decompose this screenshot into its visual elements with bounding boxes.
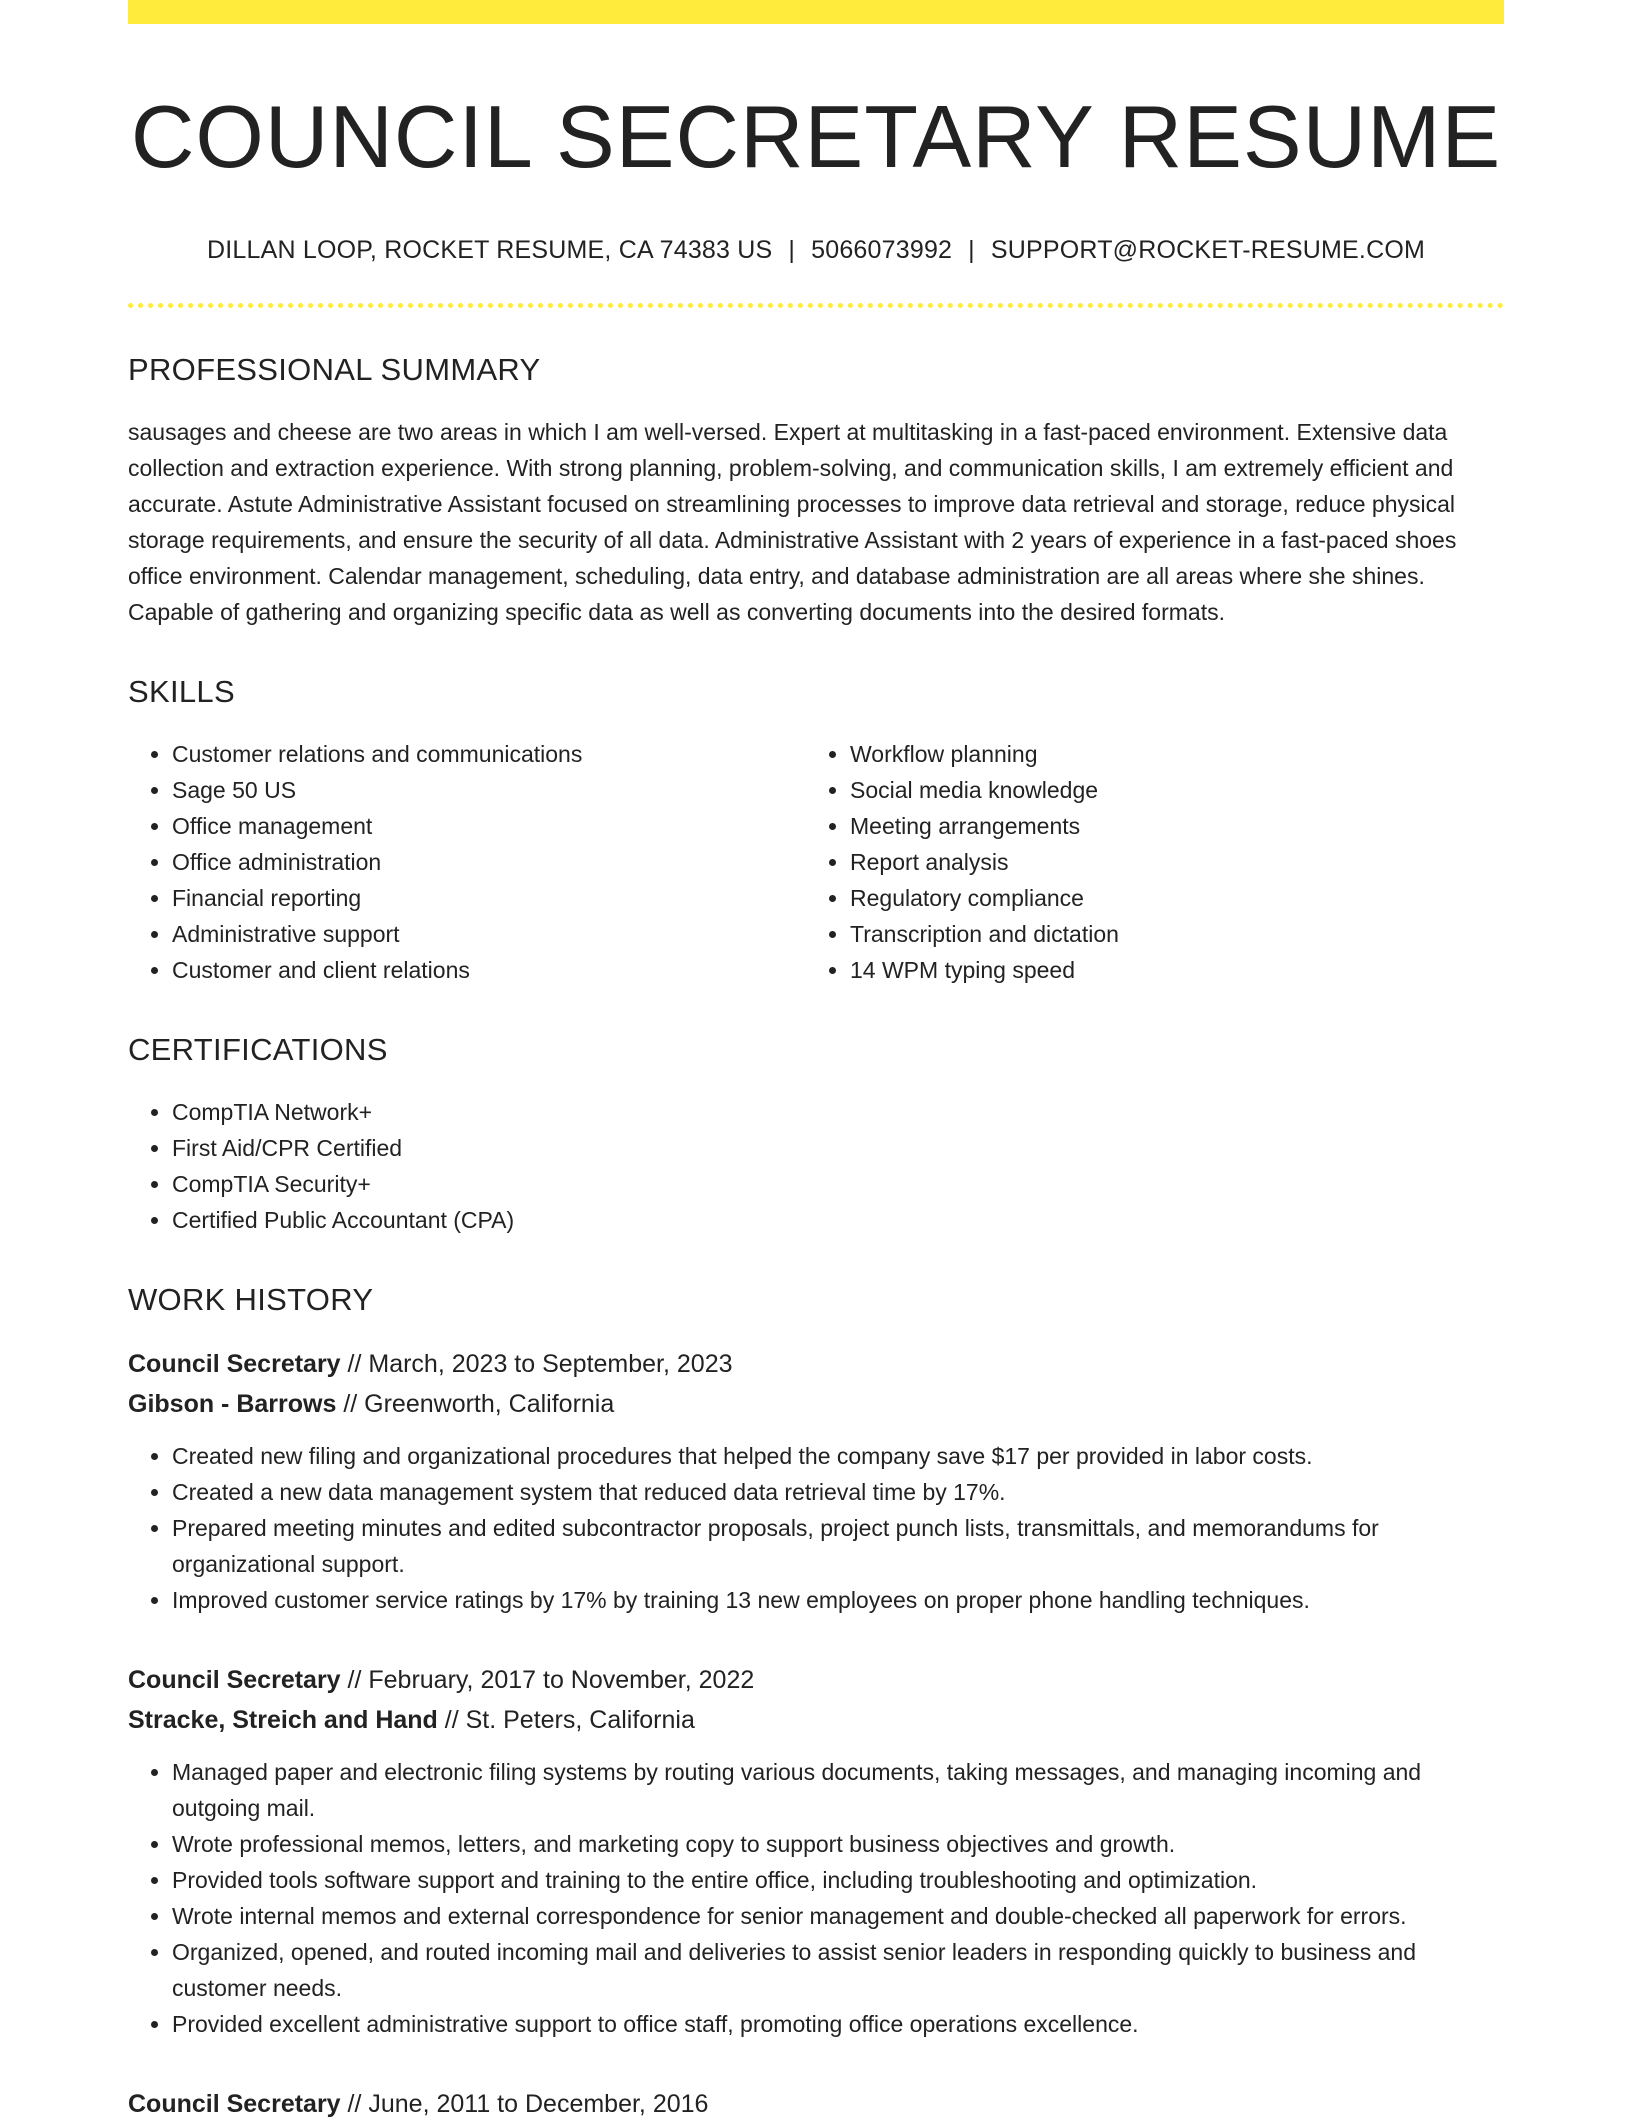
job-title: Council Secretary (128, 2089, 341, 2118)
job-bullets (128, 1754, 1504, 2042)
work-history-heading: WORK HISTORY (128, 1281, 374, 1317)
resume-title: COUNCIL SECRETARY RESUME (130, 87, 1502, 186)
job-entry (128, 1344, 1504, 1618)
job-location: // Greenworth, California (336, 1389, 615, 1418)
job-location: // St. Peters, California (437, 1705, 695, 1734)
skills-list-right (806, 736, 1484, 988)
certification-item: • First Aid/CPR Certified (172, 1130, 1504, 1166)
skill-item: • Report analysis (850, 844, 1484, 880)
skill-item: • Regulatory compliance (850, 880, 1484, 916)
job-title: Council Secretary (128, 1665, 341, 1694)
job-bullet: • Improved customer service ratings by 17% by training 13 new employees on proper phone handling techniques. (172, 1582, 1504, 1618)
skill-item: • Office administration (172, 844, 806, 880)
contact-separator: | (788, 235, 796, 264)
job-company: Stracke, Streich and Hand (128, 1705, 438, 1734)
certification-item: • Certified Public Accountant (CPA) (172, 1202, 1504, 1238)
skill-item: • Office management (172, 808, 806, 844)
job-company-line (128, 1384, 1504, 1424)
skill-item: • Workflow planning (850, 736, 1484, 772)
skill-item: • Meeting arrangements (850, 808, 1484, 844)
job-dates: // March, 2023 to September, 2023 (340, 1349, 733, 1378)
certifications-heading: CERTIFICATIONS (128, 1031, 388, 1067)
certification-item: • CompTIA Security+ (172, 1166, 1504, 1202)
job-bullet: • Prepared meeting minutes and edited subcontractor proposals, project punch lists, transmittals, and memorandums for organizational support. (172, 1510, 1504, 1582)
job-bullet: • Provided tools software support and training to the entire office, including troubleshooting and optimization. (172, 1862, 1504, 1898)
contact-email: SUPPORT@ROCKET-RESUME.COM (990, 235, 1426, 264)
skill-item: • Sage 50 US (172, 772, 806, 808)
job-bullet: • Organized, opened, and routed incoming mail and deliveries to assist senior leaders in responding quickly to business and customer needs. (172, 1934, 1504, 2006)
job-bullet: • Provided excellent administrative support to office staff, promoting office operations excellence. (172, 2006, 1504, 2042)
contact-line (128, 236, 1504, 265)
job-bullet: • Created new filing and organizational procedures that helped the company save $17 per provided in labor costs. (172, 1438, 1504, 1474)
skills-heading: SKILLS (128, 673, 235, 709)
job-entry (128, 2084, 1504, 2124)
job-dates: // February, 2017 to November, 2022 (340, 1665, 755, 1694)
summary-text: sausages and cheese are two areas in which I am well-versed. Expert at multitasking in a fast-paced environment. Extensive data collection and extraction experience. With strong planning, problem-solving, and communication skills, I am extremely efficient and accurate. Astute Administrative Assistant focused on streamlining processes to improve data retrieval and storage, reduce physical storage requirements, and ensure the security of all data. Administrative Assistant with 2 years of experience in a fast-paced shoes office environment. Calendar management, scheduling, data entry, and database administration are all areas where she shines. Capable of gathering and organizing specific data as well as converting documents into the desired formats. (128, 418, 1457, 625)
resume-page (128, 0, 1504, 2124)
job-title-line (128, 1660, 1504, 1700)
contact-separator: | (968, 235, 975, 264)
certifications-list (128, 1094, 1504, 1238)
skill-item: • Administrative support (172, 916, 806, 952)
contact-phone: 5066073992 (811, 235, 953, 264)
job-title-line (128, 2084, 1504, 2124)
job-title: Council Secretary (128, 1349, 341, 1378)
job-bullet: • Managed paper and electronic filing systems by routing various documents, taking messages, and managing incoming and outgoing mail. (172, 1754, 1504, 1826)
top-accent-bar (128, 0, 1504, 24)
certification-item: • CompTIA Network+ (172, 1094, 1504, 1130)
dotted-divider (128, 303, 1504, 308)
job-bullets (128, 1438, 1504, 1618)
skill-item: • Financial reporting (172, 880, 806, 916)
job-bullet: • Wrote professional memos, letters, and marketing copy to support business objectives and growth. (172, 1826, 1504, 1862)
skill-item: • Social media knowledge (850, 772, 1484, 808)
summary-heading: PROFESSIONAL SUMMARY (128, 351, 541, 387)
skill-item: • Customer relations and communications (172, 736, 806, 772)
job-bullet: • Wrote internal memos and external correspondence for senior management and double-checked all paperwork for errors. (172, 1898, 1504, 1934)
skills-list-left (128, 736, 806, 988)
job-entry (128, 1660, 1504, 2042)
job-title-line (128, 1344, 1504, 1384)
job-bullet: • Created a new data management system that reduced data retrieval time by 17%. (172, 1474, 1504, 1510)
skill-item: • Transcription and dictation (850, 916, 1484, 952)
skill-item: • Customer and client relations (172, 952, 806, 988)
job-company-line (128, 1700, 1504, 1740)
skill-item: • 14 WPM typing speed (850, 952, 1484, 988)
contact-address: DILLAN LOOP, ROCKET RESUME, CA 74383 US (206, 235, 773, 264)
skills-grid (128, 736, 1504, 988)
job-dates: // June, 2011 to December, 2016 (340, 2089, 709, 2118)
job-company: Gibson - Barrows (128, 1389, 337, 1418)
